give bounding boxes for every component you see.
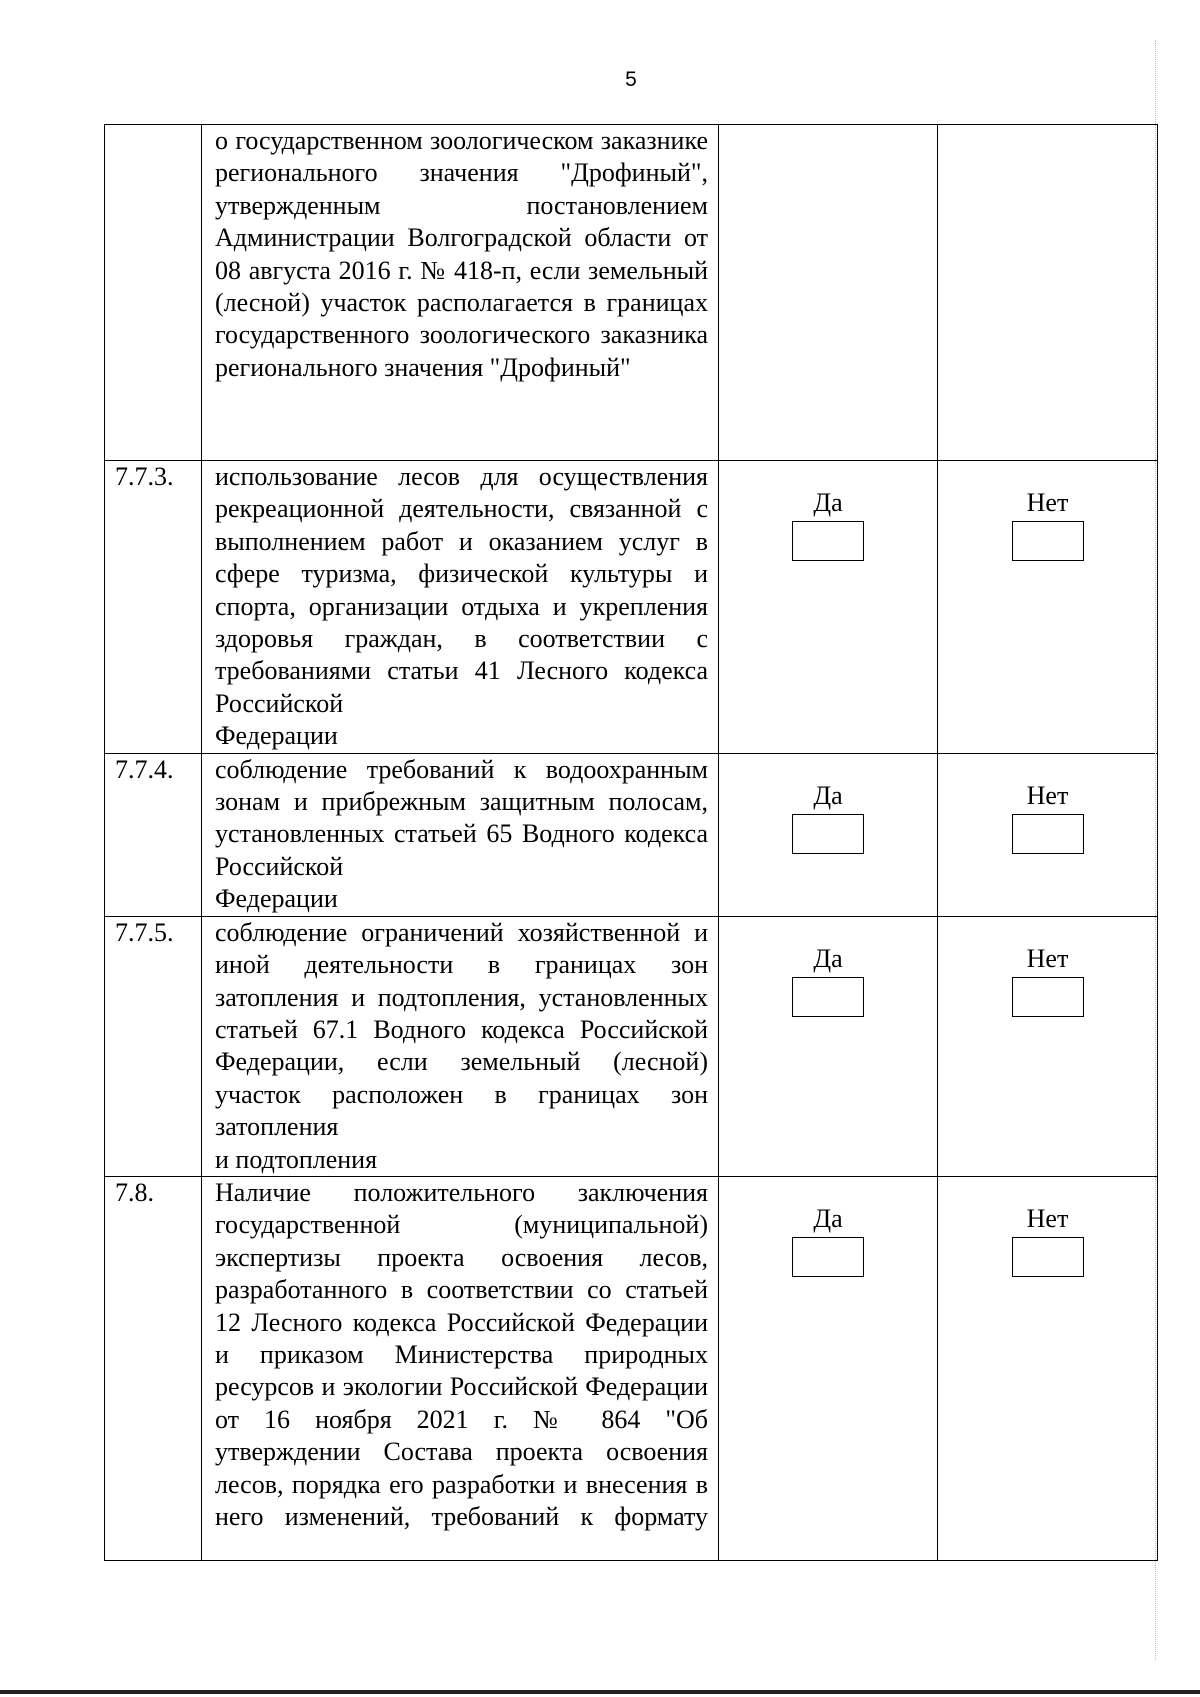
no-label: Нет	[1026, 780, 1069, 810]
requirement-text: использование лесов для осуществления рекреационной деятельности, связанной с выполнением работ и оказанием услуг в сфере туризма, физической культуры и спорта, организации отдыха и укрепления здоровья граждан, в соответствии с требованиями статьи 41 Лесного кодекса Российской	[215, 462, 708, 718]
yes-cell	[719, 1176, 938, 1560]
table-row	[105, 916, 1158, 1176]
requirement-cell	[202, 461, 719, 754]
row-number: 7.7.5.	[105, 916, 202, 1176]
yes-checkbox[interactable]	[792, 814, 864, 854]
page-number: 5	[625, 68, 637, 91]
table-row	[105, 1176, 1158, 1560]
requirements-table	[104, 124, 1158, 1561]
requirement-text: о государственном зоологическом заказнике регионального значения "Дрофиный", утвержденным постановлением Администрации Волгоградской области от 08 августа 2016 г. № 418-п, если земельный (лесной) участок располагается в границах государственного зоологического заказника	[215, 126, 708, 350]
no-label: Нет	[1026, 1203, 1069, 1233]
no-label: Нет	[1026, 488, 1069, 517]
no-option	[1012, 489, 1084, 561]
requirement-text-last-line: Федерации	[215, 884, 338, 914]
table-row	[105, 461, 1158, 754]
no-checkbox[interactable]	[1012, 814, 1084, 854]
yes-label: Да	[813, 1203, 843, 1233]
requirement-cell	[202, 753, 719, 916]
no-label: Нет	[1026, 943, 1069, 973]
no-checkbox[interactable]	[1012, 1237, 1084, 1277]
yes-cell	[719, 753, 938, 916]
table-row	[105, 125, 1158, 461]
requirement-text-last-line: Федерации	[215, 721, 338, 751]
yes-option	[792, 782, 864, 854]
yes-checkbox[interactable]	[792, 521, 864, 561]
no-cell	[938, 916, 1158, 1176]
yes-label: Да	[813, 488, 843, 517]
no-option	[1012, 782, 1084, 854]
yes-option	[792, 1205, 864, 1277]
no-checkbox[interactable]	[1012, 521, 1084, 561]
no-cell	[938, 125, 1158, 461]
row-number	[105, 125, 202, 461]
no-option	[1012, 1205, 1084, 1277]
yes-option	[792, 489, 864, 561]
table-row	[105, 753, 1158, 916]
no-option	[1012, 945, 1084, 1017]
yes-checkbox[interactable]	[792, 1237, 864, 1277]
requirement-cell	[202, 916, 719, 1176]
no-cell	[938, 753, 1158, 916]
requirement-text-last-line: и подтопления	[215, 1144, 378, 1174]
no-cell	[938, 461, 1158, 754]
yes-cell	[719, 916, 938, 1176]
row-number: 7.8.	[105, 1176, 202, 1560]
row-number: 7.7.4.	[105, 753, 202, 916]
yes-option	[792, 945, 864, 1017]
yes-checkbox[interactable]	[792, 977, 864, 1017]
requirement-text: соблюдение требований к водоохранным зонам и прибрежным защитным полосам, установленных статьей 65 Водного кодекса Российской	[215, 754, 708, 881]
yes-cell	[719, 461, 938, 754]
yes-label: Да	[813, 943, 843, 973]
scan-edge	[1154, 40, 1156, 1660]
requirement-cell	[202, 1176, 719, 1560]
yes-cell	[719, 125, 938, 461]
requirement-cell	[202, 125, 719, 461]
scan-bottom-edge	[0, 1690, 1200, 1694]
requirement-text: соблюдение ограничений хозяйственной и иной деятельности в границах зон затопления и подтопления, установленных статьей 67.1 Водного кодекса Российской Федерации, если земельный (лесной) участок расположен в границах зон затопления	[215, 917, 708, 1142]
row-number: 7.7.3.	[105, 461, 202, 754]
requirement-text-last-line: регионального значения "Дрофиный"	[215, 352, 631, 382]
no-cell	[938, 1176, 1158, 1560]
yes-label: Да	[813, 780, 843, 810]
no-checkbox[interactable]	[1012, 977, 1084, 1017]
requirement-text: Наличие положительного заключения государственной (муниципальной) экспертизы проекта освоения лесов, разработанного в соответствии со статьей 12 Лесного кодекса Российской Федерации и приказом Министерства природных ресурсов и экологии Российской Федерации от 16 ноября 2021 г. № 864 "Об утверждении Состава проекта освоения лесов, порядка его разработки и внесения в него изменений, требований к формату	[215, 1177, 708, 1531]
